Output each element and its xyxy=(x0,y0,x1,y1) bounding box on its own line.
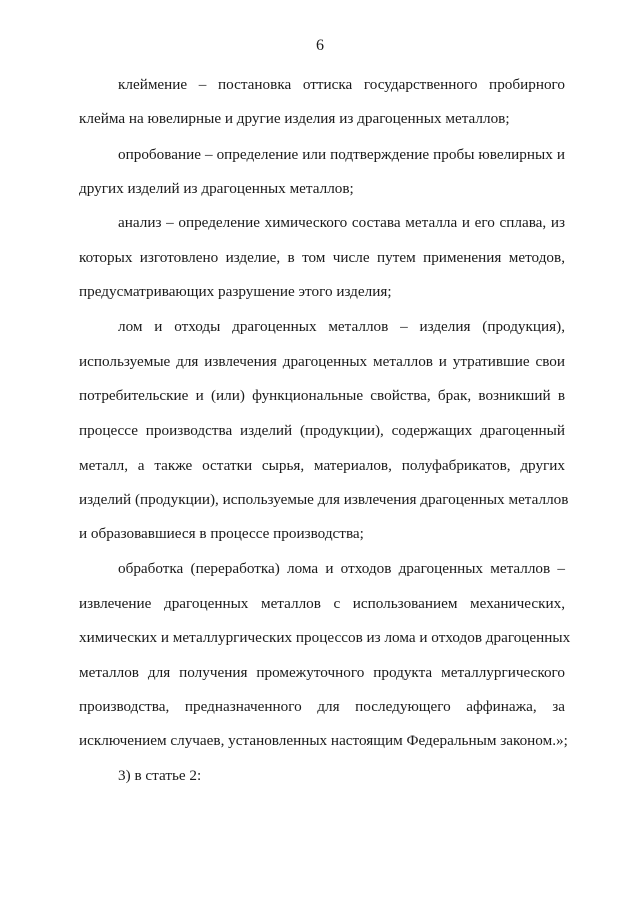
text-line: извлечение драгоценных металлов с использованием механических, xyxy=(79,595,565,612)
text-line: клеймение – постановка оттиска государственного пробирного xyxy=(118,76,565,93)
text-line: которых изготовлено изделие, в том числе путем применения методов, xyxy=(79,249,565,266)
text-line: исключением случаев, установленных настоящим Федеральным законом.»; xyxy=(79,732,568,749)
text-line: лом и отходы драгоценных металлов – изделия (продукция), xyxy=(118,318,565,335)
text-line: опробование – определение или подтверждение пробы ювелирных и xyxy=(118,146,565,163)
text-line: анализ – определение химического состава металла и его сплава, из xyxy=(118,214,565,231)
text-line: 3) в статье 2: xyxy=(118,767,202,784)
text-line: и образовавшиеся в процессе производства; xyxy=(79,525,364,542)
text-line: предусматривающих разрушение этого изделия; xyxy=(79,283,392,300)
text-line: используемые для извлечения драгоценных металлов и утратившие свои xyxy=(79,353,565,370)
text-line: обработка (переработка) лома и отходов драгоценных металлов – xyxy=(118,560,565,577)
text-line: металл, а также остатки сырья, материалов, полуфабрикатов, других xyxy=(79,457,565,474)
text-line: химических и металлургических процессов из лома и отходов драгоценных xyxy=(79,629,571,646)
page-number: 6 xyxy=(316,37,324,54)
text-line: клейма на ювелирные и другие изделия из драгоценных металлов; xyxy=(79,110,510,127)
text-line: изделий (продукции), используемые для извлечения драгоценных металлов xyxy=(79,491,569,508)
text-line: металлов для получения промежуточного продукта металлургического xyxy=(79,664,565,681)
text-line: процессе производства изделий (продукции), содержащих драгоценный xyxy=(79,422,565,439)
text-line: потребительские и (или) функциональные свойства, брак, возникший в xyxy=(79,387,565,404)
text-line: производства, предназначенного для последующего аффинажа, за xyxy=(79,698,565,715)
text-line: других изделий из драгоценных металлов; xyxy=(79,180,354,197)
